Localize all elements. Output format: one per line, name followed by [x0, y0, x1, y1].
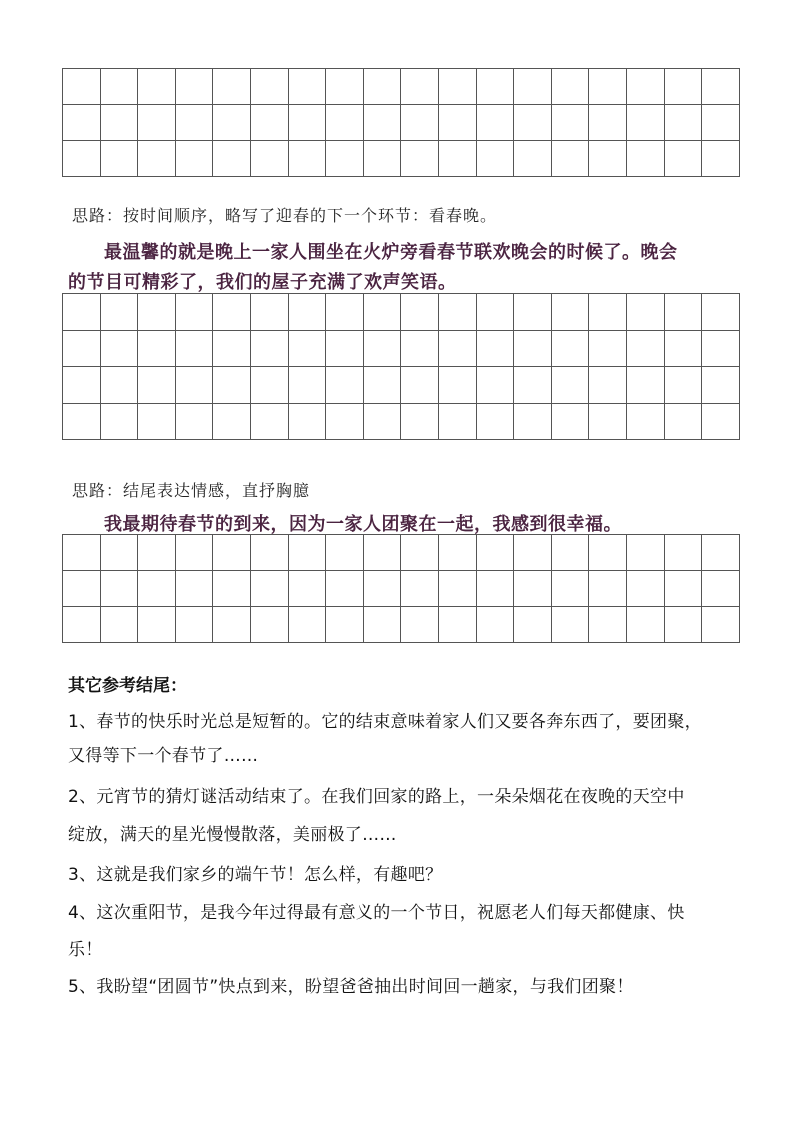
grid-cell[interactable] [213, 367, 251, 404]
grid-cell[interactable] [288, 535, 326, 571]
model-sentence-2: 我最期待春节的到来，因为一家人团聚在一起，我感到很幸福。 [104, 514, 622, 535]
grid-row [63, 69, 740, 105]
hint-text-2: 思路：结尾表达情感，直抒胸臆 [72, 481, 311, 500]
grid-cell[interactable] [551, 403, 589, 440]
grid-cell[interactable] [213, 607, 251, 643]
grid-cell[interactable] [702, 403, 740, 440]
grid-cell[interactable] [438, 571, 476, 607]
grid-cell[interactable] [175, 571, 213, 607]
hint-text-1: 思路：按时间顺序，略写了迎春的下一个环节：看春晚。 [72, 206, 498, 225]
grid-cell[interactable] [363, 330, 401, 367]
grid-cell[interactable] [401, 607, 439, 643]
grid-cell[interactable] [138, 294, 176, 331]
grid-cell[interactable] [250, 294, 288, 331]
grid-cell[interactable] [175, 367, 213, 404]
grid-cell[interactable] [438, 607, 476, 643]
grid-cell[interactable] [551, 105, 589, 141]
grid-cell[interactable] [589, 367, 627, 404]
grid-cell[interactable] [138, 367, 176, 404]
grid-cell[interactable] [589, 69, 627, 105]
writing-grid-3[interactable] [62, 534, 740, 643]
grid-cell[interactable] [589, 403, 627, 440]
grid-cell[interactable] [100, 403, 138, 440]
grid-cell[interactable] [626, 141, 664, 177]
grid-cell[interactable] [250, 330, 288, 367]
grid-row [63, 367, 740, 404]
grid-cell[interactable] [213, 105, 251, 141]
grid-cell[interactable] [514, 607, 552, 643]
grid-cell[interactable] [175, 141, 213, 177]
grid-cell[interactable] [100, 69, 138, 105]
grid-cell[interactable] [138, 105, 176, 141]
grid-cell[interactable] [326, 607, 364, 643]
grid-cell[interactable] [476, 403, 514, 440]
grid-cell[interactable] [63, 403, 101, 440]
grid-cell[interactable] [288, 607, 326, 643]
grid-cell[interactable] [551, 330, 589, 367]
grid-cell[interactable] [664, 607, 702, 643]
grid-cell[interactable] [664, 535, 702, 571]
grid-cell[interactable] [664, 367, 702, 404]
grid-row [63, 535, 740, 571]
grid-cell[interactable] [514, 330, 552, 367]
grid-cell[interactable] [175, 105, 213, 141]
grid-cell[interactable] [702, 294, 740, 331]
grid-cell[interactable] [363, 141, 401, 177]
grid-cell[interactable] [702, 535, 740, 571]
grid-cell[interactable] [326, 535, 364, 571]
grid-cell[interactable] [63, 294, 101, 331]
grid-cell[interactable] [626, 571, 664, 607]
grid-cell[interactable] [551, 607, 589, 643]
grid-cell[interactable] [702, 367, 740, 404]
grid-cell[interactable] [551, 294, 589, 331]
grid-cell[interactable] [401, 571, 439, 607]
grid-cell[interactable] [250, 607, 288, 643]
grid-cell[interactable] [63, 535, 101, 571]
grid-cell[interactable] [138, 403, 176, 440]
grid-cell[interactable] [138, 535, 176, 571]
grid-cell[interactable] [326, 141, 364, 177]
grid-cell[interactable] [626, 69, 664, 105]
grid-cell[interactable] [626, 330, 664, 367]
grid-cell[interactable] [175, 535, 213, 571]
writing-grid-1[interactable] [62, 68, 740, 177]
grid-cell[interactable] [438, 105, 476, 141]
grid-cell[interactable] [213, 403, 251, 440]
grid-cell[interactable] [363, 294, 401, 331]
grid-cell[interactable] [363, 571, 401, 607]
grid-cell[interactable] [401, 367, 439, 404]
grid-cell[interactable] [401, 535, 439, 571]
grid-cell[interactable] [438, 330, 476, 367]
grid-cell[interactable] [175, 294, 213, 331]
grid-cell[interactable] [138, 69, 176, 105]
grid-cell[interactable] [326, 571, 364, 607]
grid-cell[interactable] [288, 294, 326, 331]
reference-line-7: 乐！ [68, 940, 103, 960]
grid-cell[interactable] [100, 367, 138, 404]
grid-cell[interactable] [63, 141, 101, 177]
grid-cell[interactable] [100, 141, 138, 177]
grid-cell[interactable] [213, 571, 251, 607]
grid-cell[interactable] [138, 330, 176, 367]
grid-cell[interactable] [401, 403, 439, 440]
grid-cell[interactable] [250, 105, 288, 141]
grid-cell[interactable] [476, 105, 514, 141]
grid-cell[interactable] [63, 105, 101, 141]
grid-cell[interactable] [250, 403, 288, 440]
model-sentence-1b: 的节目可精彩了，我们的屋子充满了欢声笑语。 [68, 272, 457, 293]
grid-cell[interactable] [326, 330, 364, 367]
grid-cell[interactable] [100, 294, 138, 331]
grid-cell[interactable] [326, 294, 364, 331]
grid-cell[interactable] [100, 607, 138, 643]
grid-cell[interactable] [702, 105, 740, 141]
grid-cell[interactable] [664, 330, 702, 367]
reference-line-8: 5、我盼望“团圆节”快点到来，盼望爸爸抽出时间回一趟家，与我们团聚！ [68, 977, 634, 997]
grid-row [63, 330, 740, 367]
grid-cell[interactable] [213, 69, 251, 105]
grid-cell[interactable] [589, 571, 627, 607]
grid-cell[interactable] [664, 105, 702, 141]
grid-cell[interactable] [326, 403, 364, 440]
grid-cell[interactable] [401, 105, 439, 141]
reference-line-3: 2、元宵节的猜灯谜活动结束了。在我们回家的路上，一朵朵烟花在夜晚的天空中 [68, 787, 685, 807]
grid-cell[interactable] [702, 69, 740, 105]
grid-cell[interactable] [288, 403, 326, 440]
grid-cell[interactable] [514, 535, 552, 571]
grid-cell[interactable] [401, 141, 439, 177]
grid-cell[interactable] [589, 607, 627, 643]
grid-cell[interactable] [626, 367, 664, 404]
grid-cell[interactable] [175, 403, 213, 440]
grid-cell[interactable] [551, 367, 589, 404]
grid-cell[interactable] [288, 330, 326, 367]
grid-cell[interactable] [63, 330, 101, 367]
grid-row [63, 294, 740, 331]
grid-cell[interactable] [626, 294, 664, 331]
grid-row [63, 141, 740, 177]
grid-cell[interactable] [438, 69, 476, 105]
grid-cell[interactable] [589, 141, 627, 177]
grid-cell[interactable] [476, 535, 514, 571]
reference-title: 其它参考结尾： [68, 676, 187, 696]
grid-cell[interactable] [702, 330, 740, 367]
reference-line-2: 又得等下一个春节了…… [68, 746, 259, 766]
grid-cell[interactable] [288, 69, 326, 105]
grid-cell[interactable] [514, 105, 552, 141]
grid-cell[interactable] [213, 330, 251, 367]
grid-cell[interactable] [326, 367, 364, 404]
grid-cell[interactable] [363, 69, 401, 105]
grid-cell[interactable] [401, 69, 439, 105]
grid-cell[interactable] [476, 294, 514, 331]
grid-row [63, 571, 740, 607]
grid-cell[interactable] [250, 571, 288, 607]
grid-cell[interactable] [476, 141, 514, 177]
grid-cell[interactable] [250, 535, 288, 571]
grid-cell[interactable] [100, 105, 138, 141]
grid-cell[interactable] [476, 367, 514, 404]
grid-cell[interactable] [664, 141, 702, 177]
grid-cell[interactable] [175, 330, 213, 367]
grid-cell[interactable] [476, 330, 514, 367]
grid-cell[interactable] [213, 294, 251, 331]
reference-line-6: 4、这次重阳节，是我今年过得最有意义的一个节日，祝愿老人们每天都健康、快 [68, 903, 685, 923]
grid-cell[interactable] [626, 403, 664, 440]
grid-row [63, 607, 740, 643]
grid-cell[interactable] [63, 571, 101, 607]
grid-cell[interactable] [175, 69, 213, 105]
grid-cell[interactable] [138, 571, 176, 607]
grid-cell[interactable] [250, 141, 288, 177]
grid-cell[interactable] [589, 330, 627, 367]
grid-cell[interactable] [626, 105, 664, 141]
grid-cell[interactable] [250, 367, 288, 404]
grid-row [63, 403, 740, 440]
grid-cell[interactable] [514, 403, 552, 440]
grid-cell[interactable] [551, 571, 589, 607]
grid-cell[interactable] [702, 607, 740, 643]
grid-cell[interactable] [589, 294, 627, 331]
grid-cell[interactable] [401, 330, 439, 367]
grid-cell[interactable] [175, 607, 213, 643]
grid-cell[interactable] [288, 105, 326, 141]
grid-cell[interactable] [401, 294, 439, 331]
grid-cell[interactable] [514, 294, 552, 331]
grid-cell[interactable] [702, 571, 740, 607]
grid-cell[interactable] [213, 141, 251, 177]
grid-cell[interactable] [438, 294, 476, 331]
grid-cell[interactable] [514, 367, 552, 404]
grid-cell[interactable] [551, 69, 589, 105]
grid-cell[interactable] [664, 403, 702, 440]
grid-cell[interactable] [438, 403, 476, 440]
grid-cell[interactable] [589, 105, 627, 141]
grid-cell[interactable] [476, 607, 514, 643]
grid-cell[interactable] [664, 571, 702, 607]
reference-line-4: 绽放，满天的星光慢慢散落，美丽极了…… [68, 825, 397, 845]
grid-cell[interactable] [664, 294, 702, 331]
grid-cell[interactable] [514, 141, 552, 177]
grid-cell[interactable] [438, 141, 476, 177]
writing-grid-2[interactable] [62, 293, 740, 440]
grid-cell[interactable] [288, 367, 326, 404]
reference-line-5: 3、这就是我们家乡的端午节！怎么样，有趣吧？ [68, 865, 443, 885]
grid-cell[interactable] [100, 330, 138, 367]
grid-cell[interactable] [326, 105, 364, 141]
grid-cell[interactable] [664, 69, 702, 105]
grid-cell[interactable] [626, 535, 664, 571]
grid-cell[interactable] [138, 141, 176, 177]
grid-cell[interactable] [213, 535, 251, 571]
reference-line-1: 1、春节的快乐时光总是短暂的。它的结束意味着家人们又要各奔东西了，要团聚， [68, 712, 702, 732]
grid-cell[interactable] [63, 367, 101, 404]
grid-cell[interactable] [589, 535, 627, 571]
grid-cell[interactable] [551, 141, 589, 177]
grid-cell[interactable] [363, 105, 401, 141]
grid-cell[interactable] [326, 69, 364, 105]
grid-cell[interactable] [363, 607, 401, 643]
grid-cell[interactable] [288, 141, 326, 177]
grid-cell[interactable] [514, 69, 552, 105]
model-sentence-1a: 最温馨的就是晚上一家人围坐在火炉旁看春节联欢晚会的时候了。晚会 [104, 242, 678, 263]
grid-cell[interactable] [63, 69, 101, 105]
grid-row [63, 105, 740, 141]
grid-cell[interactable] [551, 535, 589, 571]
grid-cell[interactable] [100, 571, 138, 607]
grid-cell[interactable] [100, 535, 138, 571]
grid-cell[interactable] [288, 571, 326, 607]
grid-cell[interactable] [514, 571, 552, 607]
grid-cell[interactable] [363, 367, 401, 404]
grid-cell[interactable] [363, 403, 401, 440]
grid-cell[interactable] [438, 367, 476, 404]
grid-cell[interactable] [476, 69, 514, 105]
grid-cell[interactable] [702, 141, 740, 177]
grid-cell[interactable] [626, 607, 664, 643]
grid-cell[interactable] [476, 571, 514, 607]
grid-cell[interactable] [250, 69, 288, 105]
grid-cell[interactable] [438, 535, 476, 571]
grid-cell[interactable] [363, 535, 401, 571]
grid-cell[interactable] [138, 607, 176, 643]
grid-cell[interactable] [63, 607, 101, 643]
